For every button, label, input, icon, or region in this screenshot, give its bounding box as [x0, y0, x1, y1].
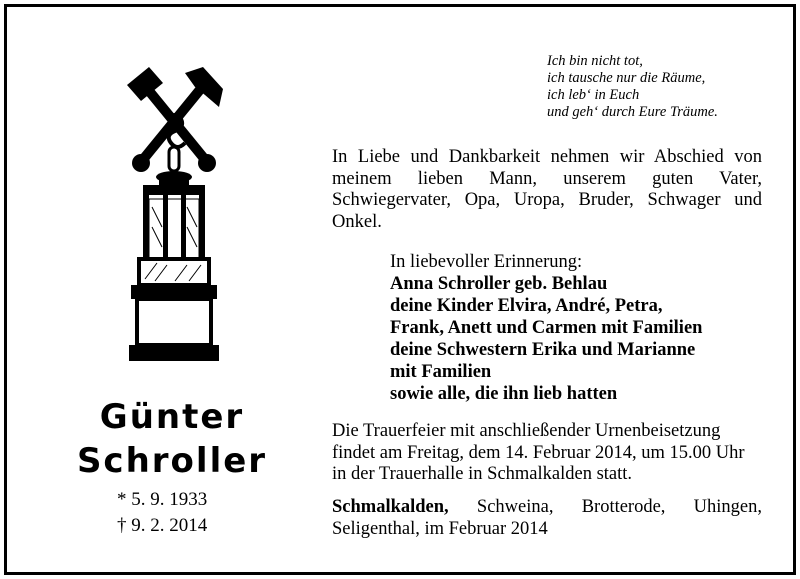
place-date	[332, 497, 762, 540]
memory-name-line: sowie alle, die ihn lieb hatten	[390, 384, 618, 404]
memory-name-line: mit Familien	[390, 362, 492, 382]
poem-line: und geh‘ durch Eure Träume.	[547, 104, 718, 120]
poem-line: ich leb‘ in Euch	[547, 87, 640, 103]
memory-name-line: deine Kinder Elvira, André, Petra,	[390, 296, 663, 316]
birth-date: * 5. 9. 1933	[117, 489, 208, 510]
place-main: Schmalkalden,	[332, 497, 449, 517]
death-date: † 9. 2. 2014	[117, 515, 208, 536]
memory-block	[390, 251, 790, 405]
obituary-frame	[4, 4, 796, 575]
funeral-info	[332, 421, 762, 486]
funeral-line: in der Trauerhalle in Schmalkalden statt.	[332, 464, 633, 484]
poem-line: ich tausche nur die Räume,	[547, 70, 706, 86]
memory-name-line: Anna Schroller geb. Behlau	[390, 274, 608, 294]
intro-text: In Liebe und Dankbarkeit nehmen wir Abschied von meinem lieben Mann, unserem guten Vater, Schwiegervater, Opa, Uropa, Bruder, Schwager und Onkel.	[332, 147, 762, 232]
funeral-line: findet am Freitag, dem 14. Februar 2014, um 15.00 Uhr	[332, 442, 745, 463]
memory-name-line: Frank, Anett und Carmen mit Familien	[390, 318, 703, 338]
deceased-first-name: Günter	[99, 397, 245, 437]
poem	[547, 53, 777, 121]
funeral-line: Die Trauerfeier mit anschließender Urnenbeisetzung	[332, 421, 721, 441]
mining-hammer-pick-lamp-icon	[119, 67, 229, 367]
poem-line: Ich bin nicht tot,	[547, 53, 643, 69]
memory-name-line: deine Schwestern Erika und Marianne	[390, 340, 696, 360]
place-rest: Schweina, Brotterode, Uhingen, Seligenthal, im Februar 2014	[332, 497, 762, 539]
deceased-last-name: Schroller	[76, 441, 268, 481]
memory-label: In liebevoller Erinnerung:	[390, 252, 583, 272]
